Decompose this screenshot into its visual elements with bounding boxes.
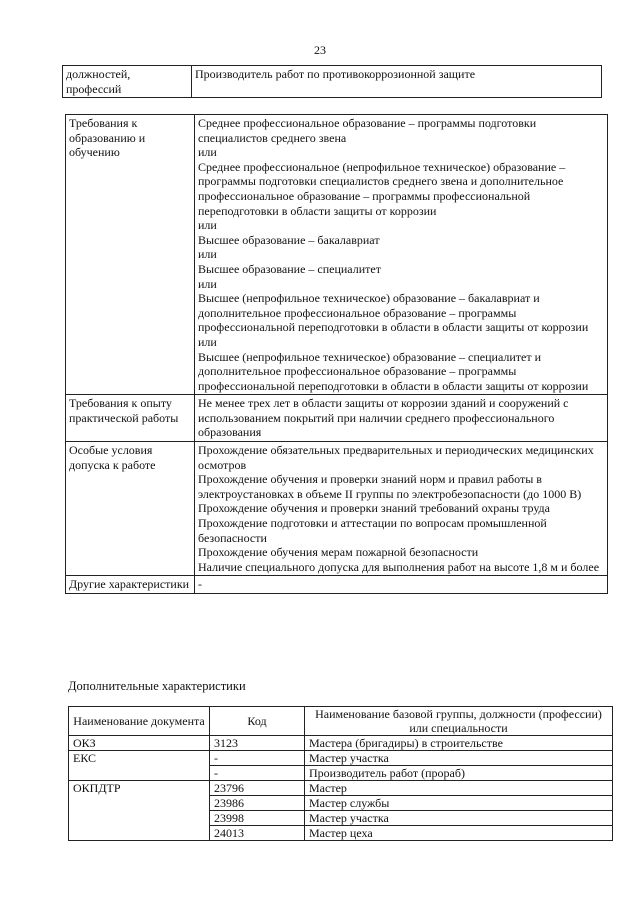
cell-name: Мастера (бригадиры) в строительстве xyxy=(305,736,613,751)
education-requirements xyxy=(195,115,608,395)
requirements-table xyxy=(65,114,608,594)
table-row xyxy=(63,66,602,98)
cell-name: Мастер участка xyxy=(305,751,613,766)
cell-document xyxy=(69,766,210,781)
row-label: Другие характеристики xyxy=(66,576,195,594)
text-line: Высшее образование – бакалавриат xyxy=(198,232,380,247)
table-row xyxy=(69,781,613,796)
table-row xyxy=(69,826,613,841)
other-characteristics xyxy=(195,576,608,594)
row-value: Производитель работ по противокоррозионной защите xyxy=(192,66,602,98)
table-header-row xyxy=(69,707,613,736)
cell-document: ОКЗ xyxy=(69,736,210,751)
text-line: Среднее профессиональное (непрофильное техническое) образование – программы подготовки специалистов среднего звена и дополнительное профессиональное образование – программы профессиональной переподготовки в области защиты от коррозии xyxy=(198,159,566,218)
cell-document xyxy=(69,811,210,826)
text-line: Прохождение обучения мерам пожарной безопасности xyxy=(198,545,479,560)
text-line: Прохождение обучения и проверки знаний требований охраны труда xyxy=(198,501,550,516)
text-line: или xyxy=(198,247,217,262)
cell-code: - xyxy=(210,751,305,766)
table-row xyxy=(69,751,613,766)
text-line: Среднее профессиональное образование – программы подготовки специалистов среднего звена xyxy=(198,116,537,145)
text-line: Высшее (непрофильное техническое) образование – специалитет и дополнительное профессиональное образование – программы профессиональной переподготовки в области в области защиты от коррозии xyxy=(198,349,589,393)
cell-code: 3123 xyxy=(210,736,305,751)
text-line: или xyxy=(198,218,217,233)
cell-name: Мастер xyxy=(305,781,613,796)
cell-document: ОКПДТР xyxy=(69,781,210,796)
table-row xyxy=(69,736,613,751)
cell-document: ЕКС xyxy=(69,751,210,766)
cell-code: - xyxy=(210,766,305,781)
profession-name-table xyxy=(62,65,602,98)
table-row xyxy=(69,811,613,826)
text-line: или xyxy=(198,145,217,160)
text-line: или xyxy=(198,276,217,291)
additional-characteristics-table xyxy=(68,706,613,841)
experience-requirements xyxy=(195,395,608,442)
cell-code: 23986 xyxy=(210,796,305,811)
text-line: Прохождение обучения и проверки знаний норм и правил работы в электроустановках в объеме II группы по электробезопасности (до 1000 В) xyxy=(198,472,582,501)
text-line: - xyxy=(198,577,202,592)
table-row xyxy=(66,395,608,442)
cell-document xyxy=(69,796,210,811)
text-line: Прохождение обязательных предварительных и периодических медицинских осмотров xyxy=(198,443,594,472)
page-number: 23 xyxy=(314,43,326,57)
cell-code: 23998 xyxy=(210,811,305,826)
admission-conditions xyxy=(195,442,608,576)
text-line: Высшее образование – специалитет xyxy=(198,261,381,276)
text-line: Высшее (непрофильное техническое) образование – бакалавриат и дополнительное профессиональное образование – программы профессиональной переподготовки в области в области защиты от коррозии xyxy=(198,291,589,335)
header-document: Наименование документа xyxy=(69,707,210,736)
row-label: Требования к опыту практической работы xyxy=(66,395,195,442)
text-line: Наличие специального допуска для выполнения работ на высоте 1,8 м и более xyxy=(198,559,600,574)
table-row xyxy=(66,115,608,395)
cell-name: Мастер службы xyxy=(305,796,613,811)
text-line: Прохождение подготовки и аттестации по вопросам промышленной безопасности xyxy=(198,516,547,545)
cell-code: 23796 xyxy=(210,781,305,796)
cell-code: 24013 xyxy=(210,826,305,841)
cell-name: Мастер участка xyxy=(305,811,613,826)
table-row xyxy=(66,576,608,594)
header-name: Наименование базовой группы, должности (профессии) или специальности xyxy=(305,707,613,736)
table-row xyxy=(69,766,613,781)
row-label: Особые условия допуска к работе xyxy=(66,442,195,576)
row-label: Требования к образованию и обучению xyxy=(66,115,195,395)
section-title: Дополнительные характеристики xyxy=(68,679,246,693)
table-row xyxy=(66,442,608,576)
cell-name: Мастер цеха xyxy=(305,826,613,841)
cell-document xyxy=(69,826,210,841)
header-code: Код xyxy=(210,707,305,736)
text-line: Не менее трех лет в области защиты от коррозии зданий и сооружений с использованием покрытий при наличии среднего профессионального образования xyxy=(198,396,569,440)
text-line: или xyxy=(198,334,217,349)
row-label: должностей, профессий xyxy=(63,66,192,98)
table-row xyxy=(69,796,613,811)
cell-name: Производитель работ (прораб) xyxy=(305,766,613,781)
